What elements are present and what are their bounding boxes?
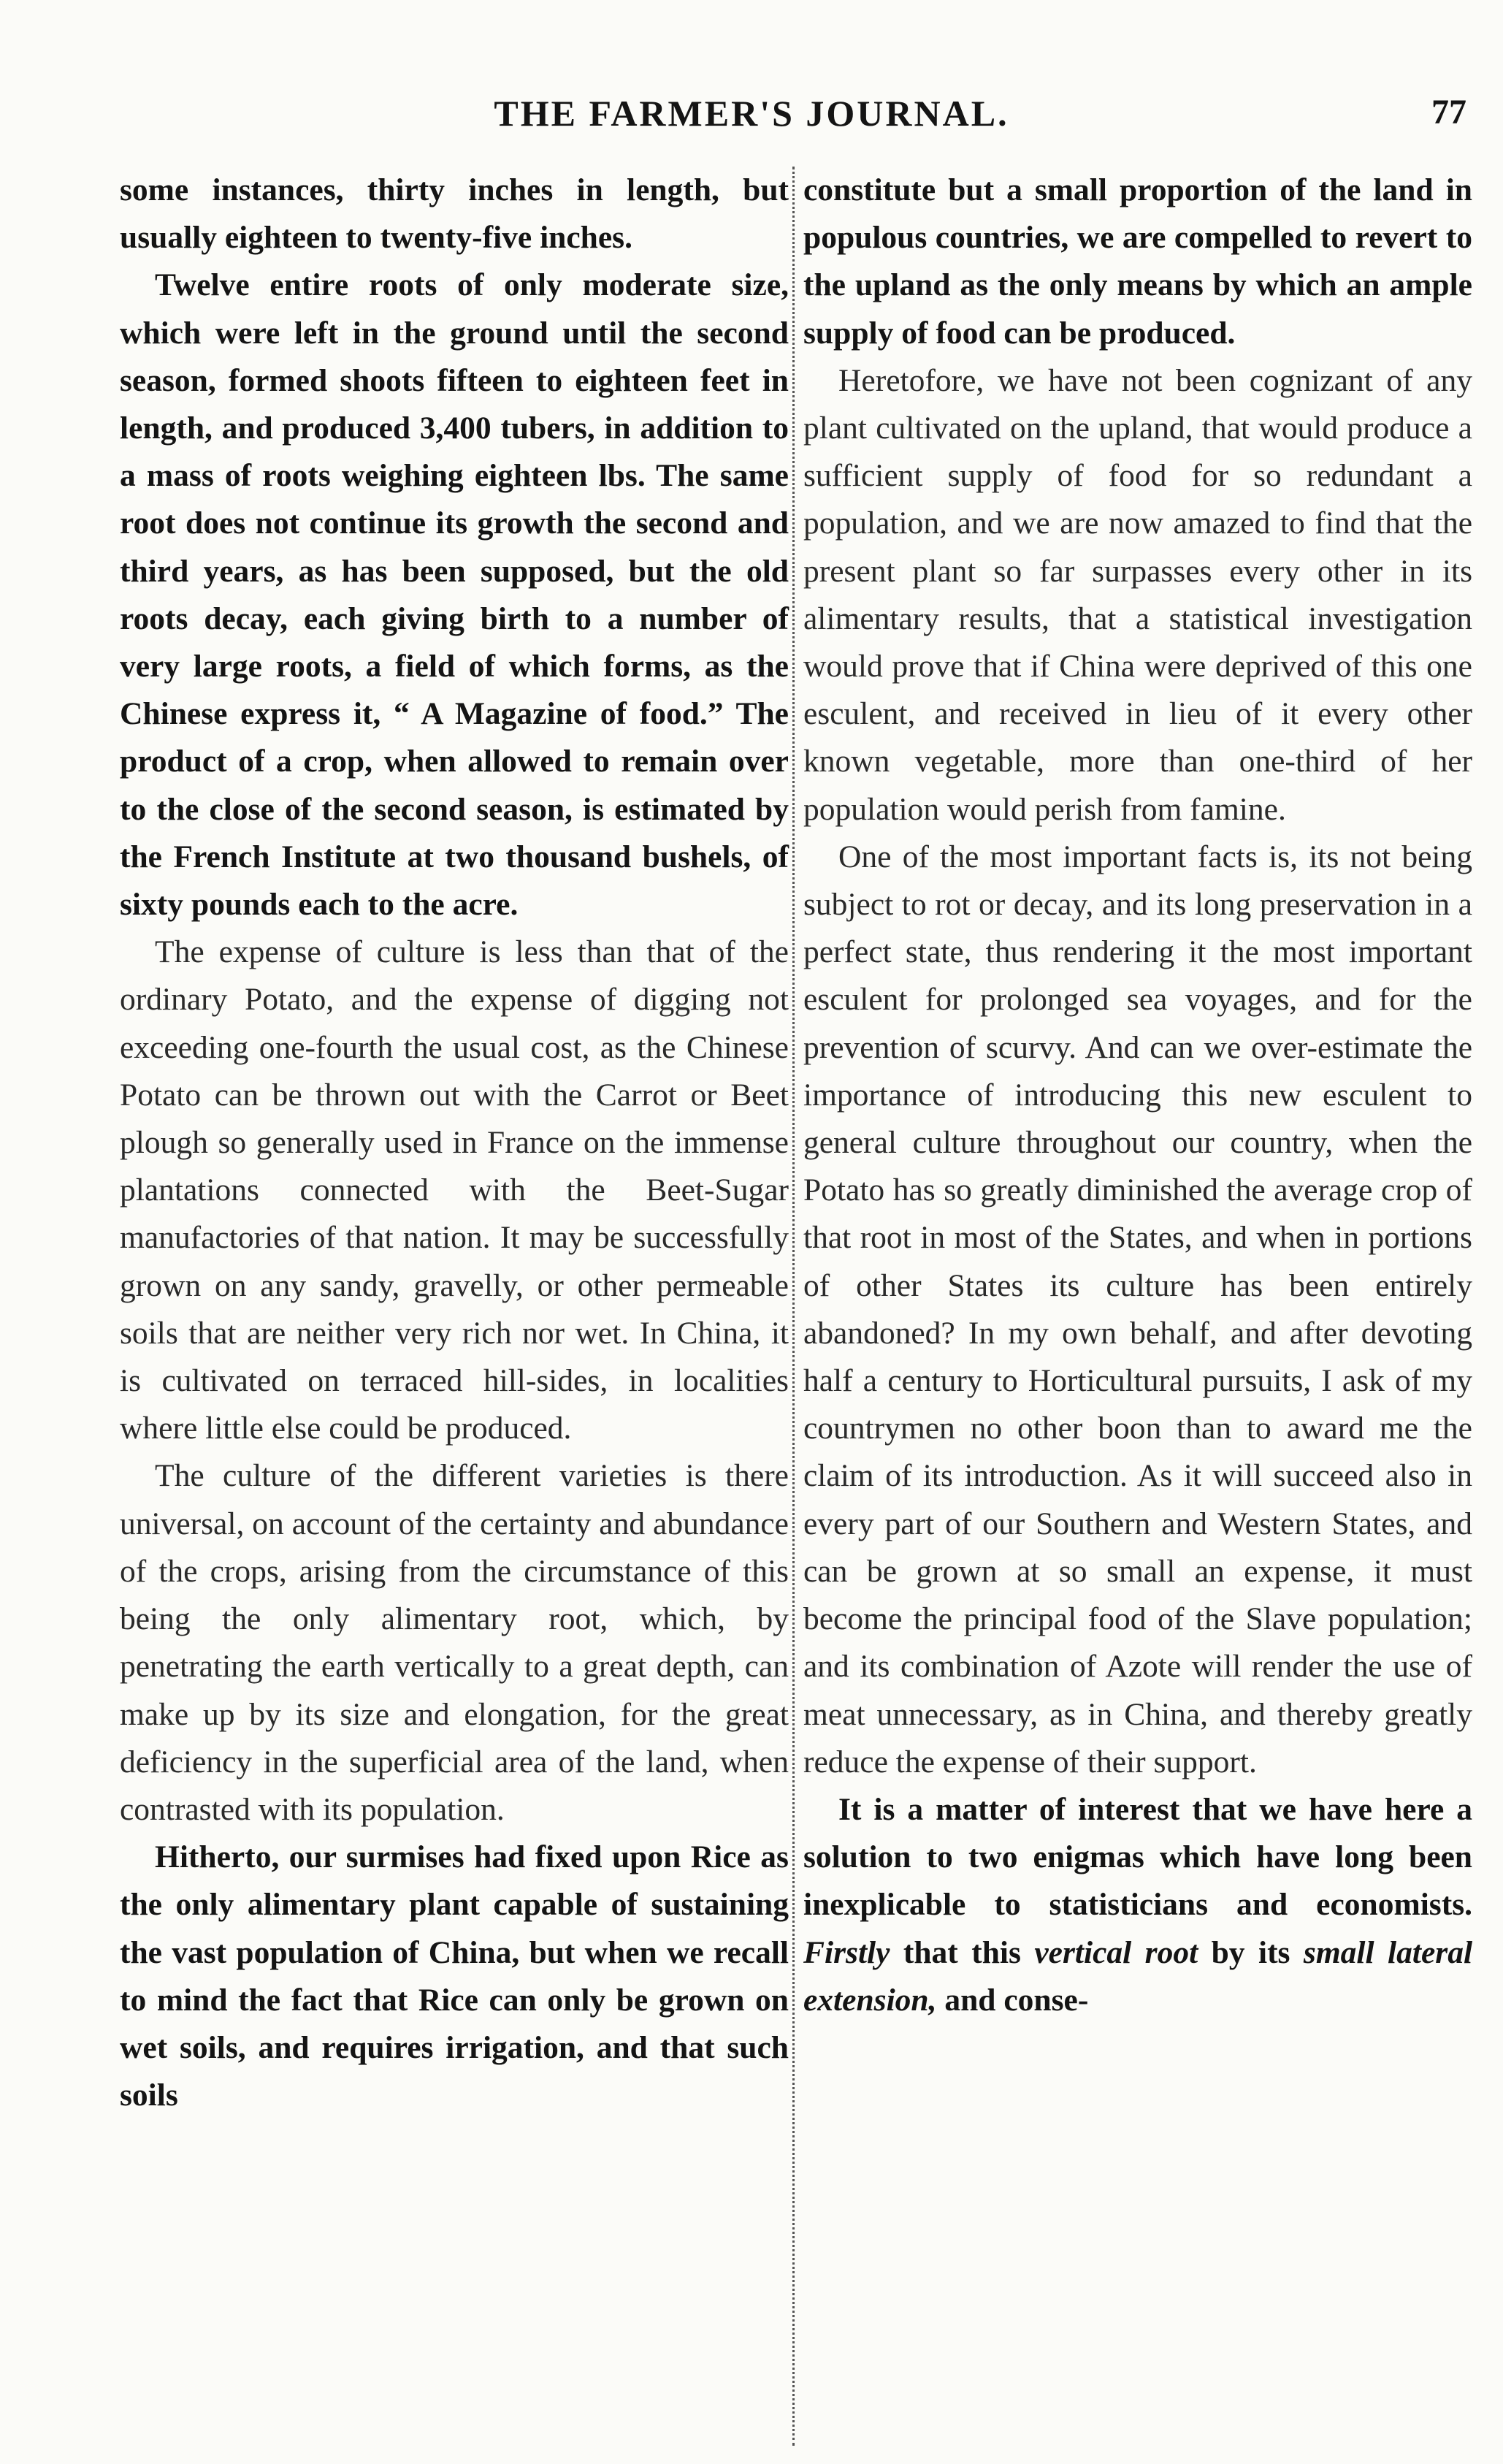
paragraph (803, 1786, 1472, 2024)
paragraph: The culture of the different varieties is there universal, on account of the certainty and abundance of the crops, arising from the circumstance of this being the only alimentary root, which, by penetrating the earth vertically to a great depth, can make up by its size and elongation, for the great deficiency in the superficial area of the land, when contrasted with its population. (120, 1458, 789, 1827)
paragraph: The expense of culture is less than that of the ordinary Potato, and the expense of digging not exceeding one-fourth the usual cost, as the Chinese Potato can be thrown out with the Carrot or Beet plough so generally used in France on the immense plantations connected with the Beet-Sugar manufactories of that nation. It may be successfully grown on any sandy, gravelly, or other permeable soils that are neither very rich nor wet. In China, it is cultivated on terraced hill-sides, in localities where little else could be produced. (120, 934, 789, 1446)
left-column (120, 167, 789, 2119)
text-run: that this (903, 1934, 1021, 1970)
paragraph: Twelve entire roots of only moderate size, which were left in the ground until the second season, formed shoots fifteen to eighteen feet in length, and produced 3,400 tubers, in addition to a mass of roots weighing eighteen lbs. The same root does not continue its growth the second and third years, as has been supposed, but the old roots decay, each giving birth to a number of very large roots, a field of which forms, as the Chinese express it, “ A Magazine of food.” The product of a crop, when allowed to remain over to the close of the second season, is estimated by the French Institute at two thousand bushels, of sixty pounds each to the acre. (120, 267, 789, 923)
text-run: by its (1211, 1934, 1290, 1970)
paragraph: constitute but a small proportion of the land in populous countries, we are compelled to revert to the upland as the only means by which an ample supply of food can be produced. (803, 172, 1472, 351)
paragraph: Hitherto, our surmises had fixed upon Rice as the only alimentary plant capable of sustaining the vast population of China, but when we recall to mind the fact that Rice can only be grown on wet soils, and requires irrigation, and that such soils (120, 1839, 789, 2113)
right-column (803, 167, 1472, 2024)
emphasis-vertical-root: vertical root (1034, 1934, 1198, 1970)
text-run: It is a matter of interest that we have here a solution to two enigmas which have long been inexplicable to statisticians and economists. (803, 1791, 1472, 1923)
page-header (0, 92, 1503, 136)
paragraph: Heretofore, we have not been cognizant of any plant cultivated on the upland, that would produce a sufficient supply of food for so redundant a population, and we are now amazed to find that the present plant so far surpasses every other in its alimentary results, that a statistical investigation would prove that if China were deprived of this one esculent, and received in lieu of it every other known vegetable, more than one-third of her population would perish from famine. (803, 362, 1472, 827)
emphasis-small-lateral: small lateral extension, (803, 1934, 1473, 2018)
column-divider (792, 167, 795, 2446)
page-number: 77 (1431, 93, 1466, 131)
journal-title: THE FARMER'S JOURNAL. (494, 93, 1009, 134)
text-run: and conse- (944, 1982, 1089, 2018)
paragraph: One of the most important facts is, its not being subject to rot or decay, and its long preservation in a perfect state, thus rendering it the most important esculent for prolonged sea voyages, and for the prevention of scurvy. And can we over-estimate the importance of introducing this new esculent to general culture throughout our country, when the Potato has so greatly diminished the average crop of that root in most of the States, and when in portions of other States its culture has been entirely abandoned? In my own behalf, and after devoting half a century to Horticultural pursuits, I ask of my countrymen no other boon than to award me the claim of its introduction. As it will succeed also in every part of our Southern and Western States, and can be grown at so small an expense, it must become the principal food of the Slave population; and its combination of Azote will render the use of meat unnecessary, as in China, and thereby greatly reduce the expense of their support. (803, 839, 1472, 1780)
paragraph: some instances, thirty inches in length, but usually eighteen to twenty-five inches. (120, 172, 789, 256)
emphasis-firstly: Firstly (803, 1934, 890, 1970)
